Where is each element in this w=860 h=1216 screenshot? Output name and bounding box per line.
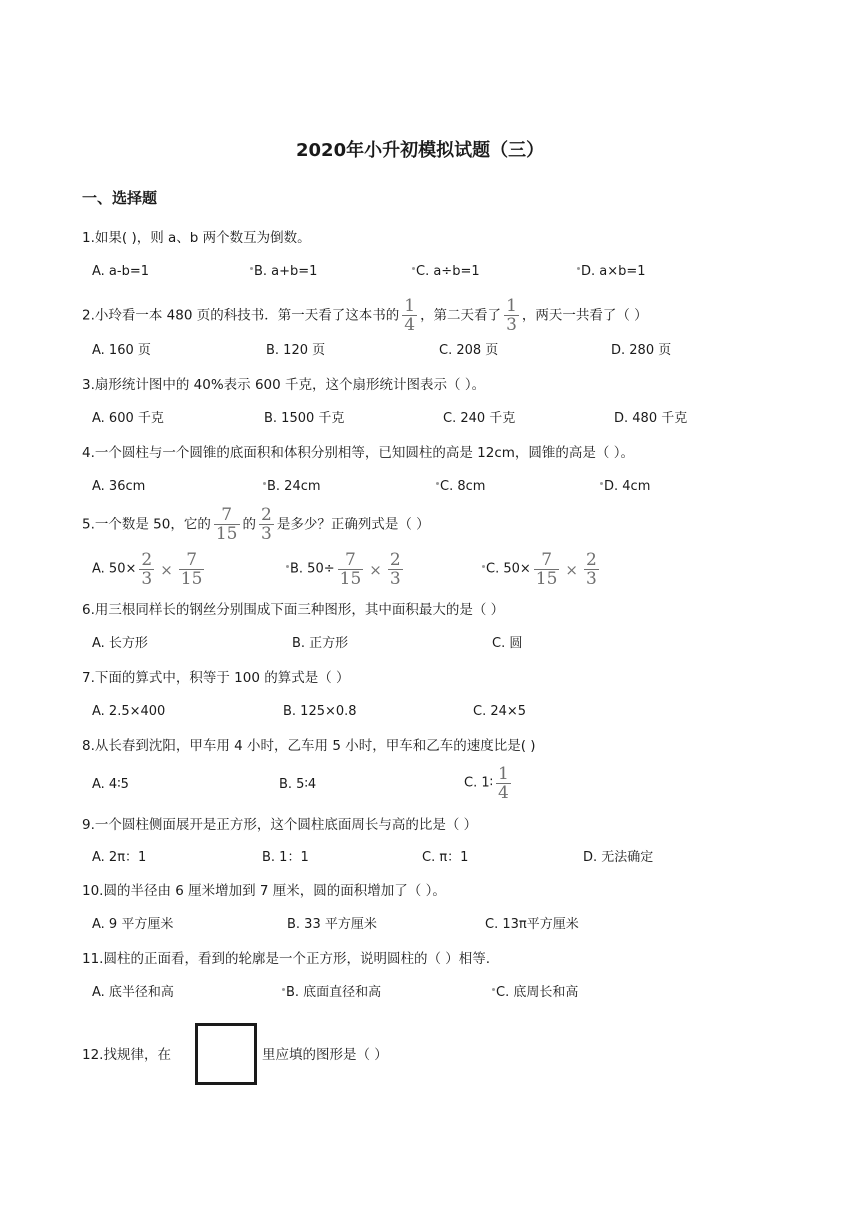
- q11-option-a: A. 底半径和高: [92, 985, 174, 1000]
- question-8-stem: 8.从长春到沈阳，甲车用 4 小时，乙车用 5 小时，甲车和乙车的速度比是( ): [82, 738, 536, 754]
- question-4-stem: 4.一个圆柱与一个圆锥的底面积和体积分别相等，已知圆柱的高是 12cm，圆锥的高是（ ）。: [82, 445, 634, 461]
- bullet-dot-icon: [250, 267, 253, 270]
- question-9-stem: 9.一个圆柱侧面展开是正方形，这个圆柱底面周长与高的比是（ ）: [82, 817, 478, 833]
- fraction-two-thirds: $\frac{2}{3}$: [389, 550, 401, 589]
- q2-option-a: A. 160 页: [92, 343, 151, 358]
- bullet-dot-icon: [412, 267, 415, 270]
- section-heading-choice: 一、选择题: [82, 189, 158, 207]
- bullet-dot-icon: [282, 988, 285, 991]
- q6-option-a: A. 长方形: [92, 636, 148, 651]
- q9-option-c: C. π：1: [422, 850, 469, 865]
- q3-option-c: C. 240 千克: [443, 411, 516, 426]
- q7-option-b: B. 125×0.8: [283, 704, 357, 719]
- q10-option-b: B. 33 平方厘米: [287, 917, 377, 932]
- fraction-seven-fifteenths: $\frac{7}{15}$: [215, 505, 238, 544]
- q8-option-c: C. 1∶ $\frac{1}{4}$: [464, 764, 509, 803]
- q10-option-c: C. 13π平方厘米: [485, 917, 579, 932]
- fraction-seven-fifteenths: $\frac{7}{15}$: [535, 550, 558, 589]
- question-6-stem: 6.用三根同样长的钢丝分别围成下面三种图形，其中面积最大的是（ ）: [82, 602, 505, 618]
- bullet-dot-icon: [600, 482, 603, 485]
- q4-option-d: D. 4cm: [600, 478, 650, 496]
- q11-option-b: B. 底面直径和高: [282, 984, 381, 1002]
- question-10-stem: 10.圆的半径由 6 厘米增加到 7 厘米，圆的面积增加了（ ）。: [82, 883, 446, 899]
- question-3-stem: 3.扇形统计图中的 40%表示 600 千克，这个扇形统计图表示（ ）。: [82, 377, 486, 393]
- q8-option-b: B. 5∶4: [279, 777, 317, 792]
- q11-option-c: C. 底周长和高: [492, 984, 578, 1002]
- fraction-seven-fifteenths: $\frac{7}{15}$: [180, 550, 203, 589]
- bullet-dot-icon: [436, 482, 439, 485]
- question-5-stem: 5.一个数是 50，它的 $\frac{7}{15}$ 的 $\frac{2}{3}$ 是多少？正确列式是（ ）: [82, 505, 430, 544]
- q3-option-a: A. 600 千克: [92, 411, 164, 426]
- q2-option-c: C. 208 页: [439, 343, 499, 358]
- q5-option-a: A. 50× $\frac{2}{3}$ × $\frac{7}{15}$: [92, 550, 203, 589]
- question-1-stem: 1.如果( )，则 a、b 两个数互为倒数。: [82, 230, 311, 246]
- q9-option-a: A. 2π：1: [92, 850, 147, 865]
- q3-option-b: B. 1500 千克: [264, 411, 345, 426]
- q4-option-c: C. 8cm: [436, 478, 485, 496]
- fraction-two-thirds: $\frac{2}{3}$: [141, 550, 153, 589]
- fraction-seven-fifteenths: $\frac{7}{15}$: [339, 550, 362, 589]
- q1-option-a: A. a-b=1: [92, 264, 150, 279]
- page-title: 2020年小升初模拟试题（三）: [296, 140, 545, 161]
- bullet-dot-icon: [482, 565, 485, 568]
- question-12-stem-start: 12.找规律，在: [82, 1047, 171, 1063]
- question-2-stem: 2.小玲看一本 480 页的科技书．第一天看了这本书的 $\frac{1}{4}$ ，第二天看了 $\frac{1}{3}$ ，两天一共看了（ ）: [82, 296, 648, 335]
- question-7-stem: 7.下面的算式中，积等于 100 的算式是（ ）: [82, 670, 350, 686]
- q5-option-c: C. 50× $\frac{7}{15}$ × $\frac{2}{3}$: [482, 552, 602, 587]
- q2-option-d: D. 280 页: [611, 343, 672, 358]
- bullet-dot-icon: [492, 988, 495, 991]
- question-11-stem: 11.圆柱的正面看，看到的轮廓是一个正方形，说明圆柱的（ ）相等.: [82, 951, 491, 967]
- fraction-one-quarter: $\frac{1}{4}$: [404, 296, 416, 335]
- q6-option-c: C. 圆: [492, 636, 523, 651]
- q7-option-a: A. 2.5×400: [92, 704, 166, 719]
- blank-square-box: [195, 1023, 257, 1085]
- q9-option-b: B. 1：1: [262, 850, 309, 865]
- q1-option-b: B. a+b=1: [250, 263, 317, 281]
- q3-option-d: D. 480 千克: [614, 411, 688, 426]
- fraction-two-thirds: $\frac{2}{3}$: [261, 505, 272, 544]
- q4-option-a: A. 36cm: [92, 479, 146, 494]
- question-12-stem-end: 里应填的图形是（ ）: [262, 1047, 388, 1063]
- fraction-two-thirds: $\frac{2}{3}$: [586, 550, 597, 589]
- q5-option-b: B. 50÷ $\frac{7}{15}$ × $\frac{2}{3}$: [286, 552, 406, 587]
- bullet-dot-icon: [286, 565, 289, 568]
- q10-option-a: A. 9 平方厘米: [92, 917, 174, 932]
- fraction-one-third: $\frac{1}{3}$: [506, 296, 517, 335]
- q8-option-a: A. 4∶5: [92, 777, 129, 792]
- q9-option-d: D. 无法确定: [583, 850, 654, 865]
- fraction-one-quarter: $\frac{1}{4}$: [498, 764, 509, 803]
- q1-option-c: C. a÷b=1: [412, 263, 480, 281]
- q4-option-b: B. 24cm: [263, 478, 321, 496]
- bullet-dot-icon: [577, 267, 580, 270]
- bullet-dot-icon: [263, 482, 266, 485]
- q7-option-c: C. 24×5: [473, 704, 527, 719]
- q1-option-d: D. a×b=1: [577, 263, 646, 281]
- q6-option-b: B. 正方形: [292, 636, 349, 651]
- q2-option-b: B. 120 页: [266, 343, 326, 358]
